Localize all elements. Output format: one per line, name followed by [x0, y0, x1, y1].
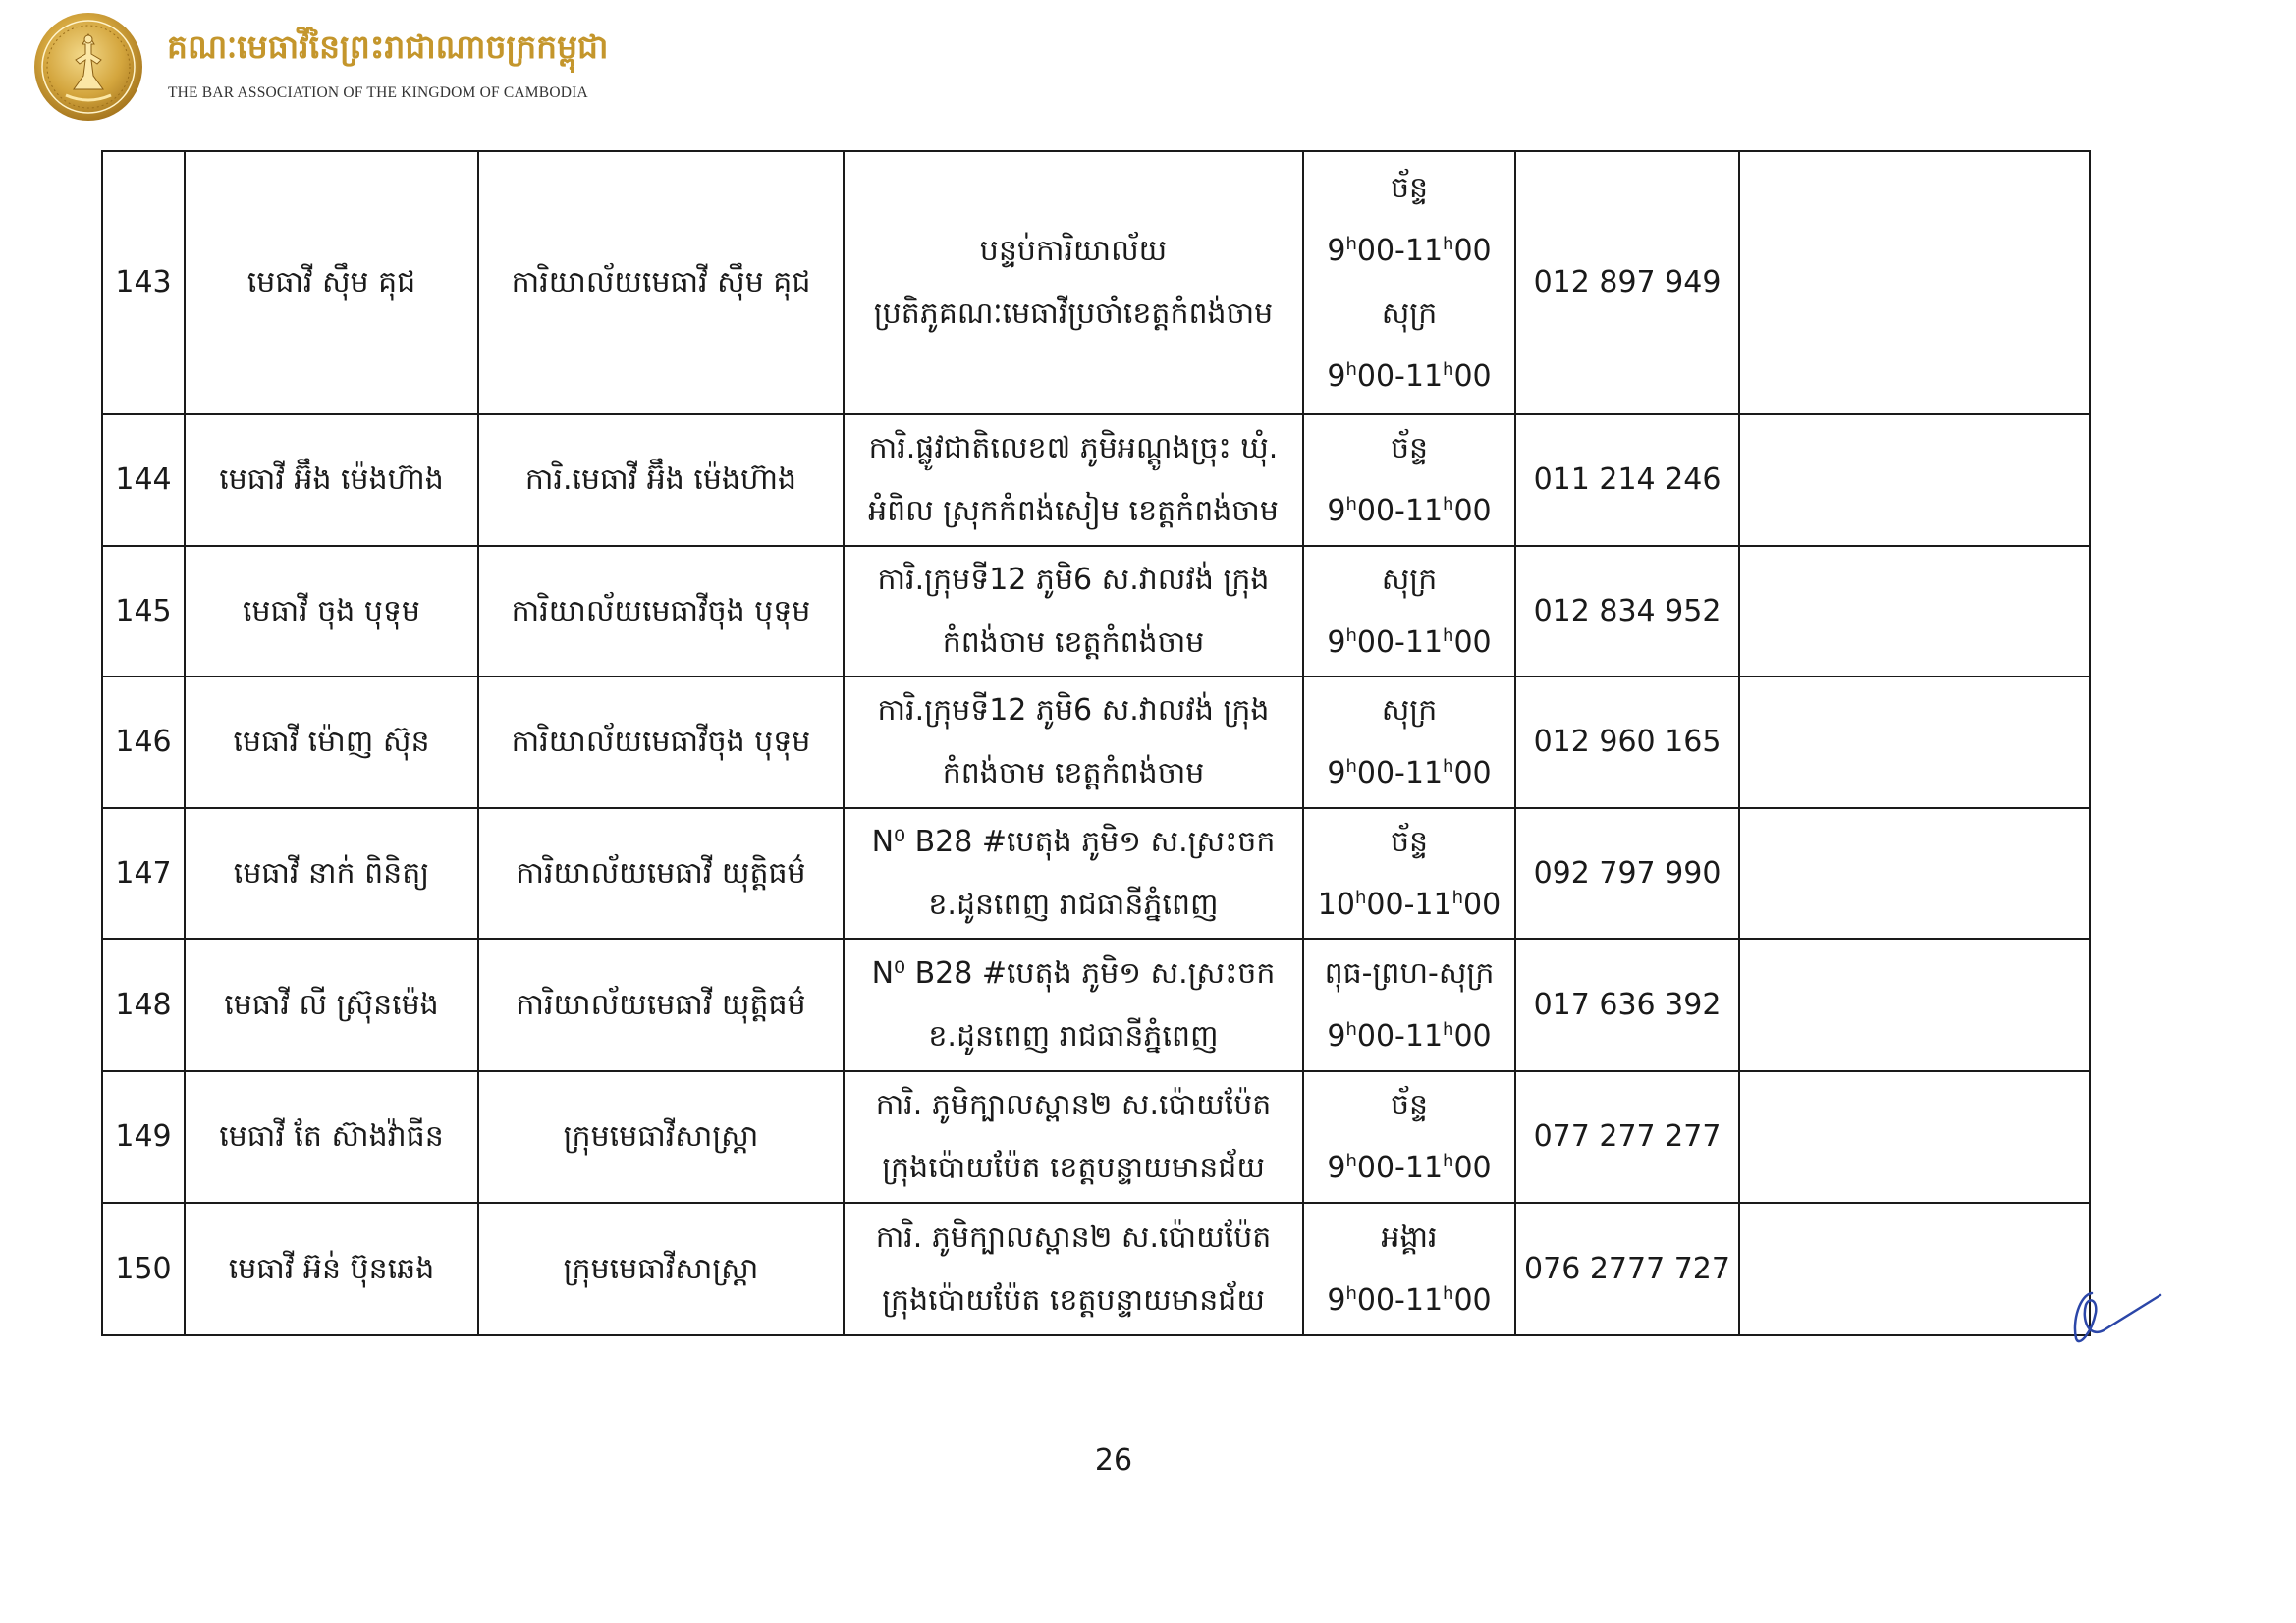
- row-number-cell: [102, 151, 185, 414]
- address-line: N⁰ B28 #បេតុង ភូមិ១ ស.ស្រះចក: [871, 955, 1276, 991]
- office-name: ក្រុមមេធាវីសាស្ត្រា: [563, 1251, 759, 1286]
- lawyer-name: មេធាវី អ៊ន់ ប៊ុនឆេង: [228, 1251, 435, 1286]
- schedule-cell: [1303, 414, 1515, 546]
- schedule-cell: [1303, 546, 1515, 676]
- address-cell: [844, 1071, 1303, 1203]
- hour-mark: h: [1345, 1282, 1357, 1304]
- schedule-day: ច័ន្ទ: [1390, 431, 1429, 465]
- address-line: ក្រុងប៉ោយប៉ែត ខេត្តបន្ទាយមានជ័យ: [882, 1151, 1265, 1185]
- schedule-day: អង្គារ: [1381, 1219, 1438, 1255]
- table-row: [102, 808, 2090, 939]
- address-line: កំពង់ចាម ខេត្តកំពង់ចាម: [942, 624, 1205, 660]
- row-number-cell: [102, 546, 185, 676]
- hour-mark: h: [1345, 359, 1357, 380]
- phone-number: 077 277 277: [1533, 1119, 1722, 1154]
- office-name: ការិយាល័យមេធាវីចុង បុទុម: [511, 725, 811, 759]
- office-name-cell: [478, 151, 844, 414]
- table-row: [102, 151, 2090, 414]
- hour-mark: h: [1443, 1282, 1454, 1304]
- row-number-cell: [102, 1203, 185, 1335]
- phone-cell: [1515, 808, 1739, 939]
- signature-mark-icon: [2062, 1281, 2170, 1352]
- hour-mark: h: [1345, 756, 1357, 777]
- phone-cell: [1515, 546, 1739, 676]
- lawyer-name-cell: [185, 414, 478, 546]
- table-row: [102, 676, 2090, 808]
- hour-mark: h: [1354, 887, 1367, 908]
- hour-mark: h: [1443, 359, 1454, 380]
- office-name-cell: [478, 808, 844, 939]
- lawyer-roster-table: [101, 150, 2091, 1336]
- lawyer-name: មេធាវី អ៊ឹង ម៉េងហ៊ាង: [219, 462, 444, 497]
- phone-cell: [1515, 676, 1739, 808]
- page-number: 26: [1094, 1443, 1133, 1478]
- hour-mark: h: [1345, 1151, 1357, 1171]
- address-line: ក្រុងប៉ោយប៉ែត ខេត្តបន្ទាយមានជ័យ: [882, 1282, 1265, 1318]
- hour-mark: h: [1443, 234, 1454, 254]
- hour-mark: h: [1443, 756, 1454, 777]
- address-line: ការិ.ផ្លូវជាតិលេខ៧ ភូមិអណ្តូងច្រុះ ឃុំ.: [868, 431, 1279, 465]
- organization-name-english: THE BAR ASSOCIATION OF THE KINGDOM OF CAMBODIA: [168, 84, 588, 101]
- schedule-time: 9$^h$00-11$^h$00: [1327, 1018, 1492, 1054]
- schedule-cell: [1303, 1071, 1515, 1203]
- schedule-time: 9$^h$00-11$^h$00: [1327, 359, 1492, 394]
- notes-cell: [1739, 151, 2090, 414]
- hour-mark: h: [1443, 494, 1454, 514]
- phone-number: 076 2777 727: [1524, 1251, 1730, 1286]
- row-number: 144: [115, 462, 172, 497]
- notes-cell: [1739, 414, 2090, 546]
- address-cell: [844, 151, 1303, 414]
- address-line: បន្ទប់ការិយាល័យ: [979, 234, 1168, 268]
- schedule-day: សុក្រ: [1381, 562, 1438, 597]
- address-line: ខ.ដូនពេញ រាជធានីភ្នំពេញ: [928, 887, 1219, 922]
- phone-cell: [1515, 151, 1739, 414]
- row-number: 149: [115, 1119, 172, 1154]
- hour-mark: h: [1443, 624, 1454, 646]
- table-row: [102, 1071, 2090, 1203]
- address-cell: [844, 939, 1303, 1071]
- phone-number: 012 960 165: [1533, 725, 1722, 759]
- schedule-time: 9$^h$00-11$^h$00: [1327, 494, 1492, 528]
- schedule-cell: [1303, 1203, 1515, 1335]
- lawyer-name-cell: [185, 1203, 478, 1335]
- schedule-time: 9$^h$00-11$^h$00: [1327, 624, 1492, 660]
- lawyer-name-cell: [185, 1071, 478, 1203]
- schedule-day: ច័ន្ទ: [1390, 824, 1429, 859]
- hour-mark: h: [1345, 234, 1357, 254]
- notes-cell: [1739, 546, 2090, 676]
- lawyer-name-cell: [185, 676, 478, 808]
- address-cell: [844, 546, 1303, 676]
- schedule-cell: [1303, 676, 1515, 808]
- lawyer-name-cell: [185, 546, 478, 676]
- row-number-cell: [102, 939, 185, 1071]
- schedule-time: 10$^h$00-11$^h$00: [1317, 887, 1502, 922]
- notes-cell: [1739, 939, 2090, 1071]
- table-row: [102, 414, 2090, 546]
- address-line: ការិ.ក្រុមទី12 ភូមិ6 ស.វាលវង់ ក្រុង: [877, 693, 1270, 728]
- address-cell: [844, 808, 1303, 939]
- hour-mark: h: [1443, 1151, 1454, 1171]
- hour-mark: h: [1443, 1018, 1454, 1040]
- office-name-cell: [478, 1071, 844, 1203]
- hour-mark: h: [1345, 624, 1357, 646]
- lawyer-name: មេធាវី ស៊ឹម គុជ: [246, 265, 416, 299]
- table-body: [102, 151, 2090, 1335]
- row-number-cell: [102, 808, 185, 939]
- table-row: [102, 1203, 2090, 1335]
- schedule-day: ច័ន្ទ: [1390, 171, 1429, 205]
- row-number: 148: [115, 987, 172, 1022]
- schedule-cell: [1303, 939, 1515, 1071]
- row-number: 146: [115, 725, 172, 759]
- phone-cell: [1515, 939, 1739, 1071]
- schedule-time: 9$^h$00-11$^h$00: [1327, 234, 1492, 268]
- schedule-cell: [1303, 151, 1515, 414]
- bar-association-emblem-icon: [32, 11, 144, 123]
- office-name: ការិយាល័យមេធាវីចុង បុទុម: [511, 593, 811, 628]
- lawyer-name: មេធាវី ចុង បុទុម: [243, 593, 420, 628]
- office-name: ការិយាល័យមេធាវី យុត្តិធម៌: [516, 987, 806, 1022]
- office-name-cell: [478, 676, 844, 808]
- phone-number: 092 797 990: [1533, 855, 1722, 891]
- office-name-cell: [478, 939, 844, 1071]
- hour-mark: h: [1345, 494, 1357, 514]
- office-name: ការិយាល័យមេធាវី ស៊ឹម គុជ: [511, 265, 811, 299]
- address-cell: [844, 676, 1303, 808]
- phone-number: 012 897 949: [1533, 265, 1722, 299]
- office-name-cell: [478, 546, 844, 676]
- address-cell: [844, 1203, 1303, 1335]
- row-number: 150: [115, 1251, 172, 1286]
- lawyer-name: មេធាវី លី ស៊្រុនម៉េង: [224, 987, 439, 1022]
- office-name: ក្រុមមេធាវីសាស្ត្រា: [563, 1119, 759, 1154]
- lawyer-name-cell: [185, 808, 478, 939]
- phone-cell: [1515, 414, 1739, 546]
- notes-cell: [1739, 1203, 2090, 1335]
- row-number: 143: [115, 265, 172, 299]
- address-line: អំពិល ស្រុកកំពង់សៀម ខេត្តកំពង់ចាម: [868, 494, 1279, 528]
- schedule-day: សុក្រ: [1381, 297, 1438, 331]
- phone-cell: [1515, 1203, 1739, 1335]
- phone-cell: [1515, 1071, 1739, 1203]
- address-cell: [844, 414, 1303, 546]
- schedule-day: សុក្រ: [1381, 693, 1438, 728]
- schedule-cell: [1303, 808, 1515, 939]
- hour-mark: h: [1345, 1018, 1357, 1040]
- office-name: ការិយាល័យមេធាវី យុត្តិធម៌: [516, 855, 806, 891]
- row-number-cell: [102, 1071, 185, 1203]
- notes-cell: [1739, 676, 2090, 808]
- schedule-day: ពុធ-ព្រហ-សុក្រ: [1324, 955, 1495, 991]
- row-number: 147: [115, 855, 172, 891]
- row-number-cell: [102, 414, 185, 546]
- lawyer-name-cell: [185, 151, 478, 414]
- organization-name-khmer: គណៈមេធាវីនៃព្រះរាជាណាចក្រកម្ពុជា: [167, 27, 609, 66]
- phone-number: 017 636 392: [1533, 987, 1722, 1022]
- phone-number: 012 834 952: [1533, 593, 1722, 628]
- lawyer-name: មេធាវី ម៉ោញ ស៊ុន: [233, 725, 430, 759]
- hour-mark: h: [1451, 887, 1464, 908]
- lawyer-name: មេធាវី តែ ស៊ាងវ៉ាធីន: [219, 1119, 444, 1154]
- schedule-time: 9$^h$00-11$^h$00: [1327, 756, 1492, 790]
- address-line: N⁰ B28 #បេតុង ភូមិ១ ស.ស្រះចក: [871, 824, 1276, 859]
- address-line: ការិ.ក្រុមទី12 ភូមិ6 ស.វាលវង់ ក្រុង: [877, 562, 1270, 597]
- lawyer-name: មេធាវី នាក់ ពិនិត្យ: [233, 855, 430, 891]
- address-line: ការិ. ភូមិក្បាលស្ពាន២ ស.ប៉ោយប៉ែត: [875, 1219, 1272, 1255]
- schedule-time: 9$^h$00-11$^h$00: [1327, 1151, 1492, 1185]
- address-line: ប្រតិភូគណៈមេធាវីប្រចាំខេត្តកំពង់ចាម: [873, 297, 1274, 331]
- address-line: ការិ. ភូមិក្បាលស្ពាន២ ស.ប៉ោយប៉ែត: [875, 1088, 1272, 1122]
- address-line: កំពង់ចាម ខេត្តកំពង់ចាម: [942, 756, 1205, 790]
- row-number: 145: [115, 593, 172, 628]
- office-name-cell: [478, 414, 844, 546]
- table-row: [102, 546, 2090, 676]
- notes-cell: [1739, 1071, 2090, 1203]
- lawyer-name-cell: [185, 939, 478, 1071]
- office-name-cell: [478, 1203, 844, 1335]
- phone-number: 011 214 246: [1533, 462, 1722, 497]
- notes-cell: [1739, 808, 2090, 939]
- schedule-time: 9$^h$00-11$^h$00: [1327, 1282, 1492, 1318]
- office-name: ការិ.មេធាវី អ៊ឹង ម៉េងហ៊ាង: [524, 462, 797, 497]
- address-line: ខ.ដូនពេញ រាជធានីភ្នំពេញ: [928, 1018, 1219, 1054]
- table-row: [102, 939, 2090, 1071]
- row-number-cell: [102, 676, 185, 808]
- schedule-day: ច័ន្ទ: [1390, 1088, 1429, 1122]
